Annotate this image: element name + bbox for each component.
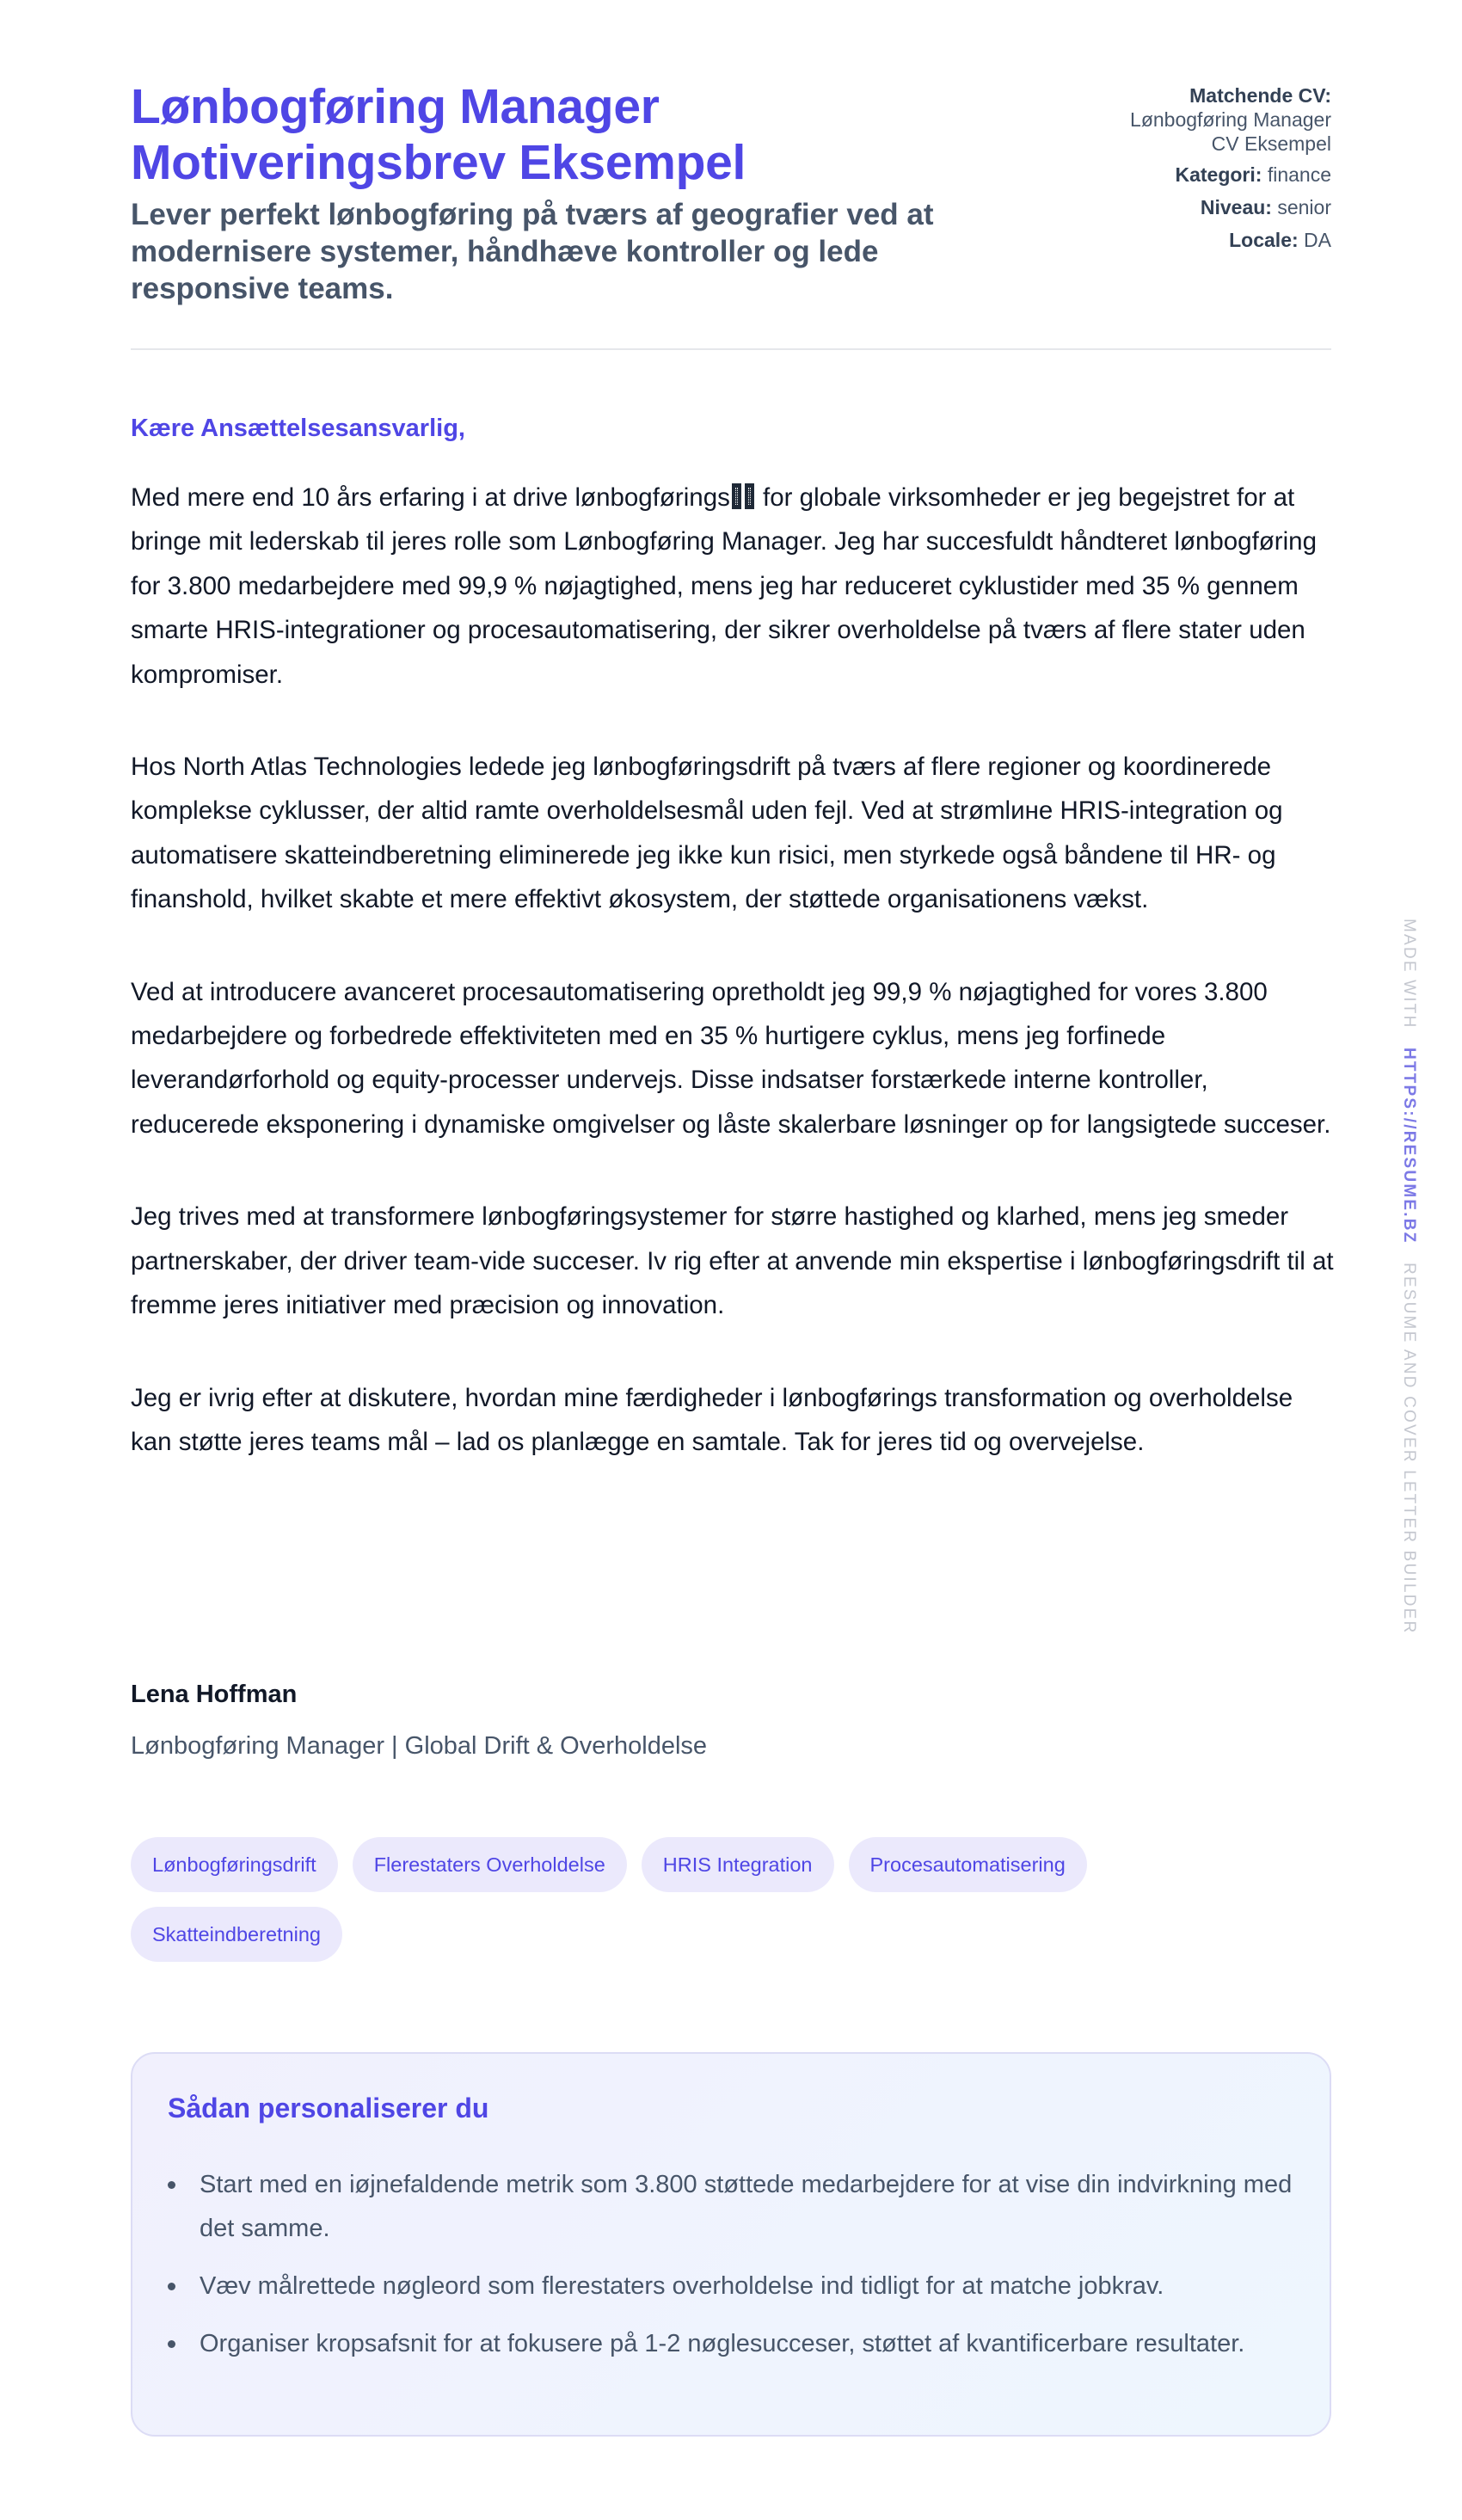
page-header [131, 0, 1331, 349]
meta-locale-value: DA [1304, 229, 1331, 251]
skill-tag[interactable]: Skatteindberetning [131, 1907, 342, 1962]
tip-text: Væv målrettede nøgleord som flerestaters overholdelse ind tidligt for at matche jobkrav. [200, 2272, 1164, 2300]
tip-item [168, 2322, 1303, 2366]
meta-level-value: senior [1277, 196, 1331, 218]
meta-matching-cv-value[interactable]: Lønbogføring Manager CV Eksempel [1130, 108, 1331, 155]
salutation: Kære Ansættelsesansvarlig, [131, 415, 465, 442]
signature-name: Lena Hoffman [131, 1681, 298, 1708]
personalization-tips-box [131, 2052, 1331, 2437]
paragraph-text: for globale virksomheder er jeg begejstret for at bringe mit lederskab til jeres rolle som Lønbogføring Manager. Jeg har succesfuldt håndteret lønbogføring for 3.800 medarbejdere med 99,9 % nøjagtighed, mens jeg har reduceret cyklustider med 35 % gennem smarte HRIS-integrationer og procesautomatisering, der sikrer overholdelse på tværs af flere stater uden kompromiser. [131, 483, 1317, 689]
letter-paragraph: Hos North Atlas Technologies ledede jeg lønbogføringsdrift på tværs af flere regioner og koordinerede komplekse cyklusser, der altid ramte overholdelsesmål uden fejl. Ved at strømlине HRIS-integration og automatisere skatteindberetning eliminerede jeg ikke kun risici, men styrkede også båndene til HR- og finanshold, hvilket skabte et mere effektivt økosystem, der støttede organisationens vækst. [131, 753, 1283, 914]
meta-matching-cv [1047, 83, 1331, 156]
letter-paragraph [131, 476, 1335, 697]
missing-glyph-icon [732, 483, 741, 509]
skill-tag[interactable]: Lønbogføringsdrift [131, 1837, 338, 1892]
watermark-link[interactable]: HTTPS://RESUME.BZ [1400, 1048, 1418, 1245]
meta-info [1047, 83, 1331, 261]
paragraph-text: Med mere end 10 års erfaring i at drive lønbogførings [131, 483, 730, 512]
page-subtitle: Lever perfekt lønbogføring på tværs af geografier ved at modernisere systemer, håndhæve kontroller og lede responsive teams. [131, 198, 934, 305]
cover-letter-page [131, 0, 1334, 2357]
bullet-icon [168, 2340, 175, 2348]
letter-body [131, 476, 1335, 1512]
missing-glyph-icon [745, 483, 754, 509]
page-title: Lønbogføring Manager Motiveringsbrev Eksempel [131, 79, 746, 190]
tip-text: Start med en iøjnefaldende metrik som 3.800 støttede medarbejdere for at vise din indvirkning med det samme. [200, 2171, 1293, 2242]
skill-tag[interactable]: Flerestaters Overholdelse [353, 1837, 627, 1892]
meta-category-value: finance [1267, 163, 1331, 186]
meta-level-label: Niveau: [1200, 196, 1272, 218]
meta-locale-label: Locale: [1229, 229, 1299, 251]
tip-text: Organiser kropsafsnit for at fokusere på 1-2 nøglesucceser, støttet af kvantificerbare resultater. [200, 2330, 1245, 2357]
watermark-prefix: MADE WITH [1400, 919, 1418, 1030]
meta-locale [1047, 228, 1331, 252]
meta-matching-cv-label: Matchende CV: [1189, 84, 1331, 107]
meta-category [1047, 163, 1331, 187]
tip-item [168, 2163, 1303, 2251]
tips-list [168, 2163, 1303, 2380]
letter-paragraph: Jeg er ivrig efter at diskutere, hvordan mine færdigheder i lønbogførings transformation og overholdelse kan støtte jeres teams mål – lad os planlægge en samtale. Tak for jeres tid og overvejelse. [131, 1383, 1293, 1456]
meta-category-label: Kategori: [1175, 163, 1262, 186]
header-divider [131, 348, 1331, 350]
signature-title: Lønbogføring Manager | Global Drift & Overholdelse [131, 1732, 708, 1760]
tip-item [168, 2265, 1303, 2308]
bullet-icon [168, 2181, 175, 2189]
skill-tag[interactable]: HRIS Integration [642, 1837, 834, 1892]
meta-level [1047, 195, 1331, 219]
skill-tag[interactable]: Procesautomatisering [849, 1837, 1087, 1892]
skill-tags [131, 1837, 1249, 1962]
watermark [1399, 919, 1418, 1634]
tips-heading: Sådan personaliserer du [168, 2093, 489, 2124]
letter-paragraph: Ved at introducere avanceret procesautomatisering opretholdt jeg 99,9 % nøjagtighed for vores 3.800 medarbejdere og forbedrede effektiviteten med en 35 % hurtigere cyklus, mens jeg forfinede leverandørforhold og equity-processer undervejs. Disse indsatser forstærkede interne kontroller, reducerede eksponering i dynamiske omgivelser og låste skalerbare løsninger op for langsigtede succeser. [131, 977, 1331, 1139]
watermark-suffix: RESUME AND COVER LETTER BUILDER [1400, 1262, 1418, 1635]
letter-paragraph: Jeg trives med at transformere lønbogføringsystemer for større hastighed og klarhed, mens jeg smeder partnerskaber, der driver team-vide succeser. Iv rig efter at anvende min ekspertise i lønbogføringsdrift til at fremme jeres initiativer med præcision og innovation. [131, 1202, 1334, 1320]
bullet-icon [168, 2283, 175, 2290]
